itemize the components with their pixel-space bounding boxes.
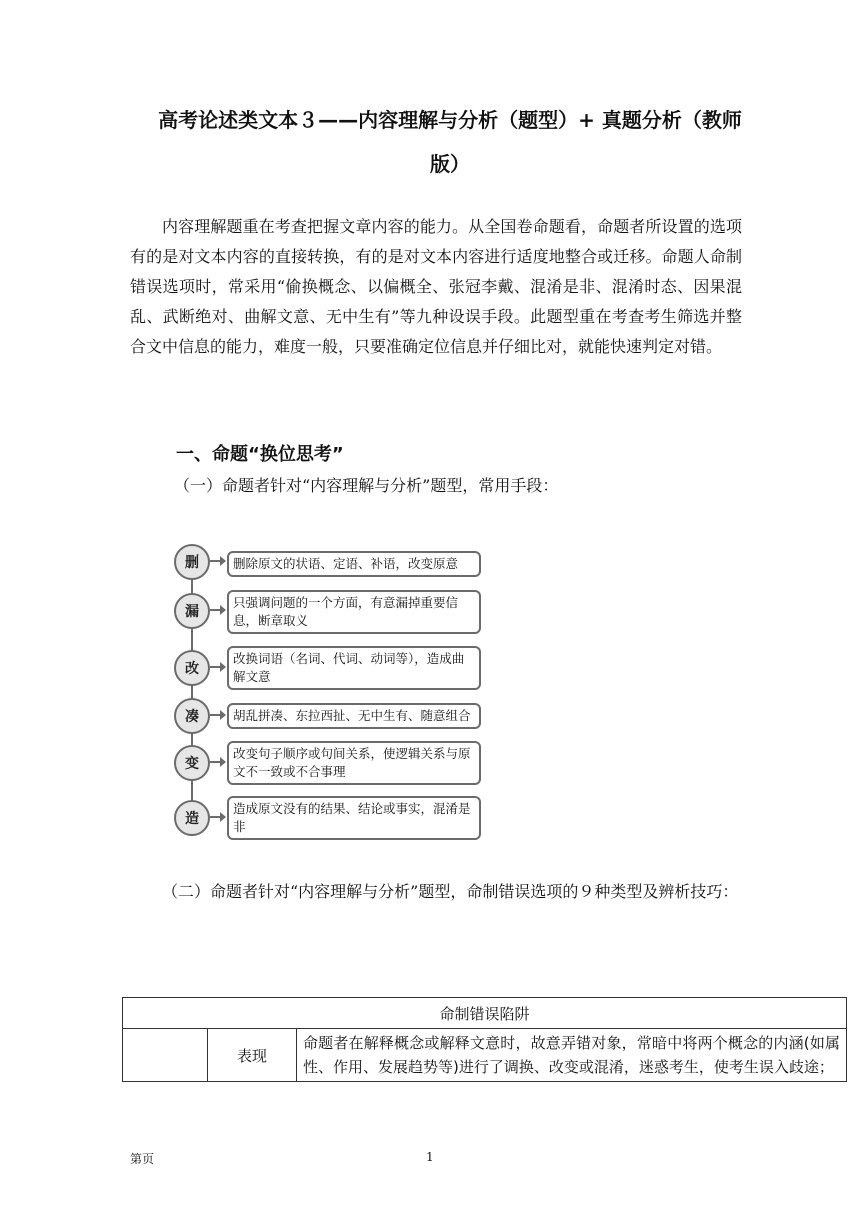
box-change: 改换词语（名词、代词、动词等），造成曲解文意 [227,646,481,690]
document-title: 高考论述类文本３——内容理解与分析（题型）+ 真题分析（教师版） [158,108,742,176]
table-cell-text: 命题者在解释概念或解释文意时，故意弄错对象，常暗中将两个概念的内涵(如属性、作用、发展趋势等)进行了调换、改变或混淆，迷惑考生，使考生误入歧途； [297,1029,847,1082]
node-delete: 删 [174,544,210,580]
box-fabricate: 造成原文没有的结果、结论或事实，混淆是非 [227,796,481,840]
subsection-heading-1: （一）命题者针对“内容理解与分析”题型，常用手段： [174,476,559,495]
arrow [210,816,222,818]
arrow [210,714,222,716]
trap-table [122,997,847,1082]
section-heading: 一、命题“换位思考” [176,444,344,465]
arrow [210,761,222,763]
footer-label: 第页 [130,1152,155,1166]
box-alter: 改变句子顺序或句间关系，使逻辑关系与原文不一致或不合事理 [227,741,481,785]
node-omit: 漏 [174,593,210,629]
node-alter: 变 [174,745,210,781]
box-omit: 只强调问题的一个方面，有意漏掉重要信息，断章取义 [227,590,481,634]
arrow [210,666,222,668]
methods-diagram [170,540,490,840]
page-number: 1 [426,1150,434,1164]
node-change: 改 [174,650,210,686]
table-cell-empty [123,1029,208,1082]
arrow [210,560,222,562]
node-patch: 凑 [174,698,210,734]
table-row [123,1029,847,1082]
node-fabricate: 造 [174,800,210,836]
box-delete: 删除原文的状语、定语、补语，改变原意 [227,551,481,577]
subsection-heading-2: （二）命题者针对“内容理解与分析”题型，命制错误选项的９种类型及辨析技巧： [162,882,739,901]
table-cell-label: 表现 [208,1029,297,1082]
box-patch: 胡乱拼凑、东拉西扯、无中生有、随意组合 [227,703,481,729]
arrow [210,609,222,611]
intro-paragraph: 内容理解题重在考查把握文章内容的能力。从全国卷命题看，命题者所设置的选项有的是对文本内容的直接转换，有的是对文本内容进行适度地整合或迁移。命题人命制错误选项时，常采用“偷换概念、以偏概全、张冠李戴、混淆是非、混淆时态、因果混乱、武断绝对、曲解文意、无中生有”等九种设误手段。此题型重在考查考生筛选并整合文中信息的能力，难度一般，只要准确定位信息并仔细比对，就能快速判定对错。 [130,217,742,356]
table-header: 命制错误陷阱 [123,998,847,1029]
